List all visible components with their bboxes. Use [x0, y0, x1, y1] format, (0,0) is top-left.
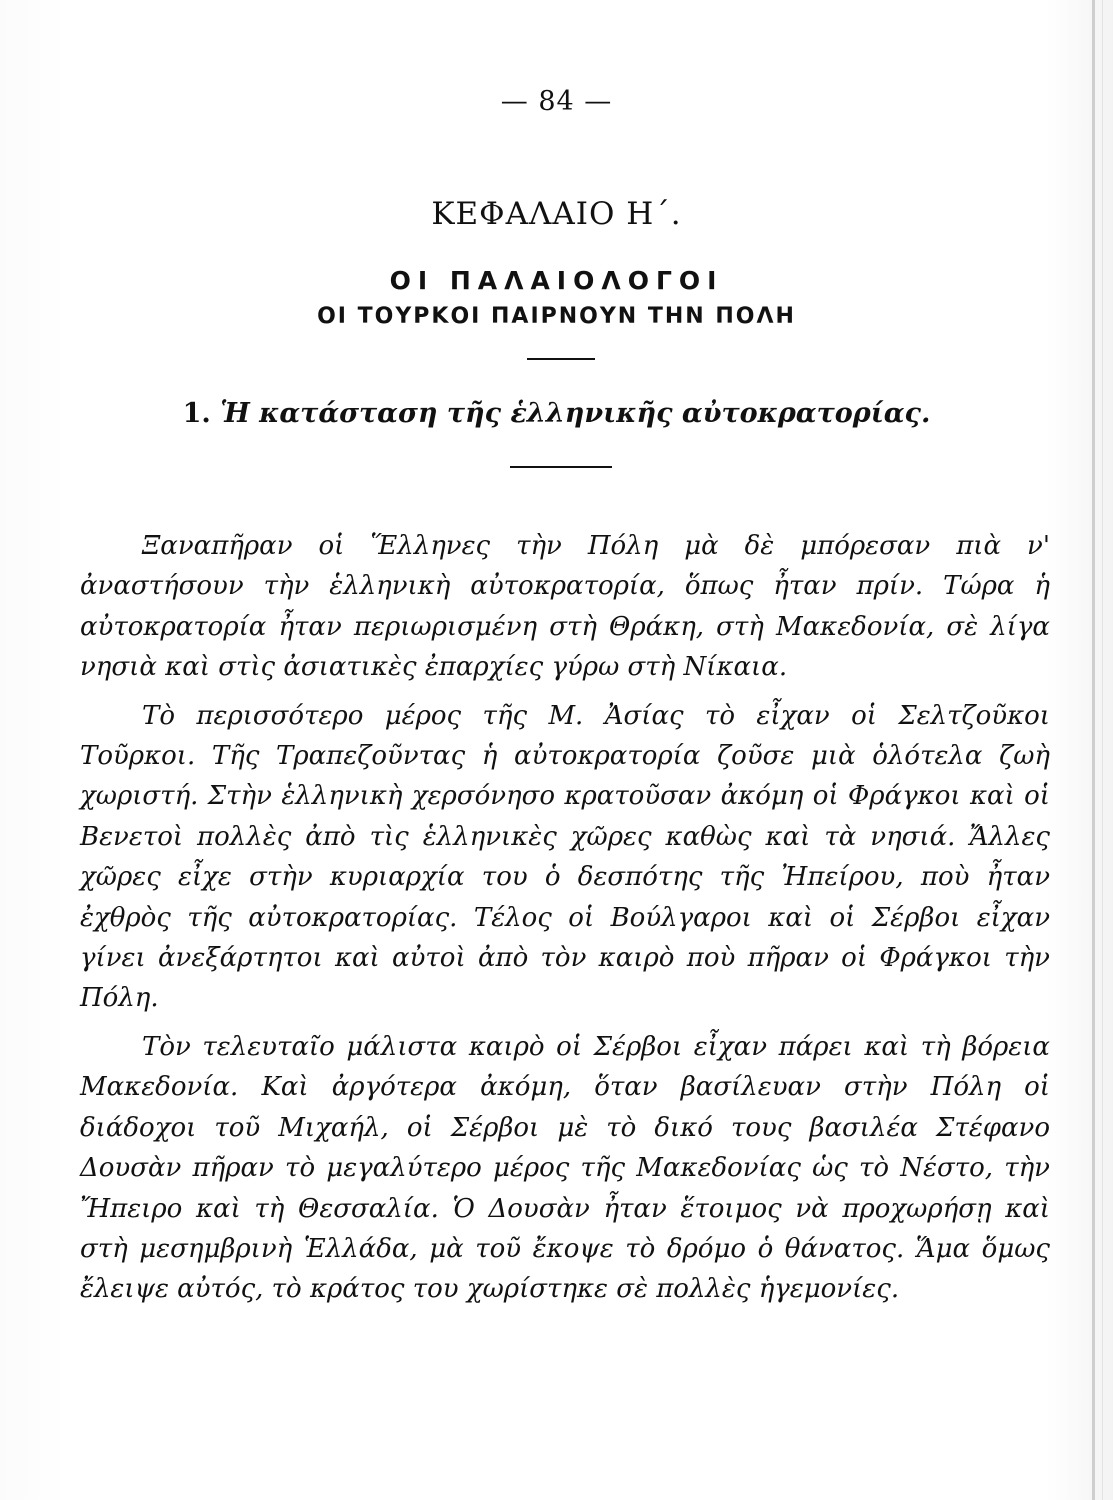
paragraph-2: Τὸ περισσότερο μέρος τῆς Μ. Ἀσίας τὸ εἶχαν οἱ Σελτζοῦκοι Τοῦρκοι. Τῆς Τραπεζοῦντας ἡ αὐτοκρατορία ζοῦσε μιὰ ὁλότελα ζωὴ χωριστή. Στὴν ἑλληνικὴ χερσόνησο κρατοῦσαν ἀκόμη οἱ Φράγκοι καὶ οἱ Βενετοὶ πολλὲς ἀπὸ τὶς ἑλληνικὲς χῶρες καθὼς καὶ τὰ νησιά. Ἄλλες χῶρες εἶχε στὴν κυριαρχία του ὁ δεσπότης τῆς Ἠπείρου, ποὺ ἦταν ἐχθρὸς τῆς αὐτοκρατορίας. Τέλος οἱ Βούλγαροι καὶ οἱ Σέρβοι εἶχαν γίνει ἀνεξάρτητοι καὶ αὐτοὶ ἀπὸ τὸν καιρὸ ποὺ πῆραν οἱ Φράγκοι τὴν Πόλη.	[80, 700, 1050, 1014]
section-number: 1.	[182, 398, 211, 429]
chapter-title: ΚΕΦΑΛΑΙΟ Η΄.	[431, 196, 682, 232]
paragraph-3: Τὸν τελευταῖο μάλιστα καιρὸ οἱ Σέρβοι εἶχαν πάρει καὶ τὴ βόρεια Μακεδονία. Καὶ ἀργότερα ἀκόμη, ὅταν βασίλευαν στὴν Πόλη οἱ διάδοχοι τοῦ Μιχαήλ, οἱ Σέρβοι μὲ τὸ δικό τους βασιλέα Στέφανο Δουσὰν πῆραν τὸ μεγαλύτερο μέρος τῆς Μακεδονίας ὡς τὸ Νέστο, τὴν Ἤπειρο καὶ τὴ Θεσσαλία. Ὁ Δουσὰν ἦταν ἕτοιμος νὰ προχωρήσῃ καὶ στὴ μεσημβρινὴ Ἑλλάδα, μὰ τοῦ ἔκοψε τὸ δρόμο ὁ θάνατος. Ἅμα ὅμως ἔλειψε αὐτός, τὸ κράτος του χωρίστηκε σὲ πολλὲς ἡγεμονίες.	[80, 1031, 1050, 1305]
paragraph-1: Ξαναπῆραν οἱ Ἕλληνες τὴν Πόλη μὰ δὲ μπόρεσαν πιὰ ν' ἀναστήσουν τὴν ἑλληνικὴ αὐτοκρατορία, ὅπως ἦταν πρίν. Τώρα ἡ αὐτοκρατορία ἦταν περιωρισμένη στὴ Θράκη, στὴ Μακεδονία, σὲ λίγα νησιὰ καὶ στὶς ἀσιατικὲς ἐπαρχίες γύρω στὴ Νίκαια.	[80, 531, 1050, 683]
section-title: Ἡ κατάσταση τῆς ἑλληνικῆς αὐτοκρατορίας.	[220, 398, 931, 429]
chapter-subtitle-paleologoi: ΟΙ ΠΑΛΑΙΟΛΟΓΟΙ	[389, 266, 724, 295]
divider-rule-bottom	[510, 466, 612, 468]
divider-rule-top	[527, 358, 595, 360]
section-heading	[0, 398, 1113, 429]
chapter-subtitle-turks: ΟΙ ΤΟΥΡΚΟΙ ΠΑΙΡΝΟΥΝ ΤΗΝ ΠΟΛΗ	[317, 304, 796, 329]
page-number: — 84 —	[500, 86, 613, 117]
body-text	[80, 526, 1050, 1310]
